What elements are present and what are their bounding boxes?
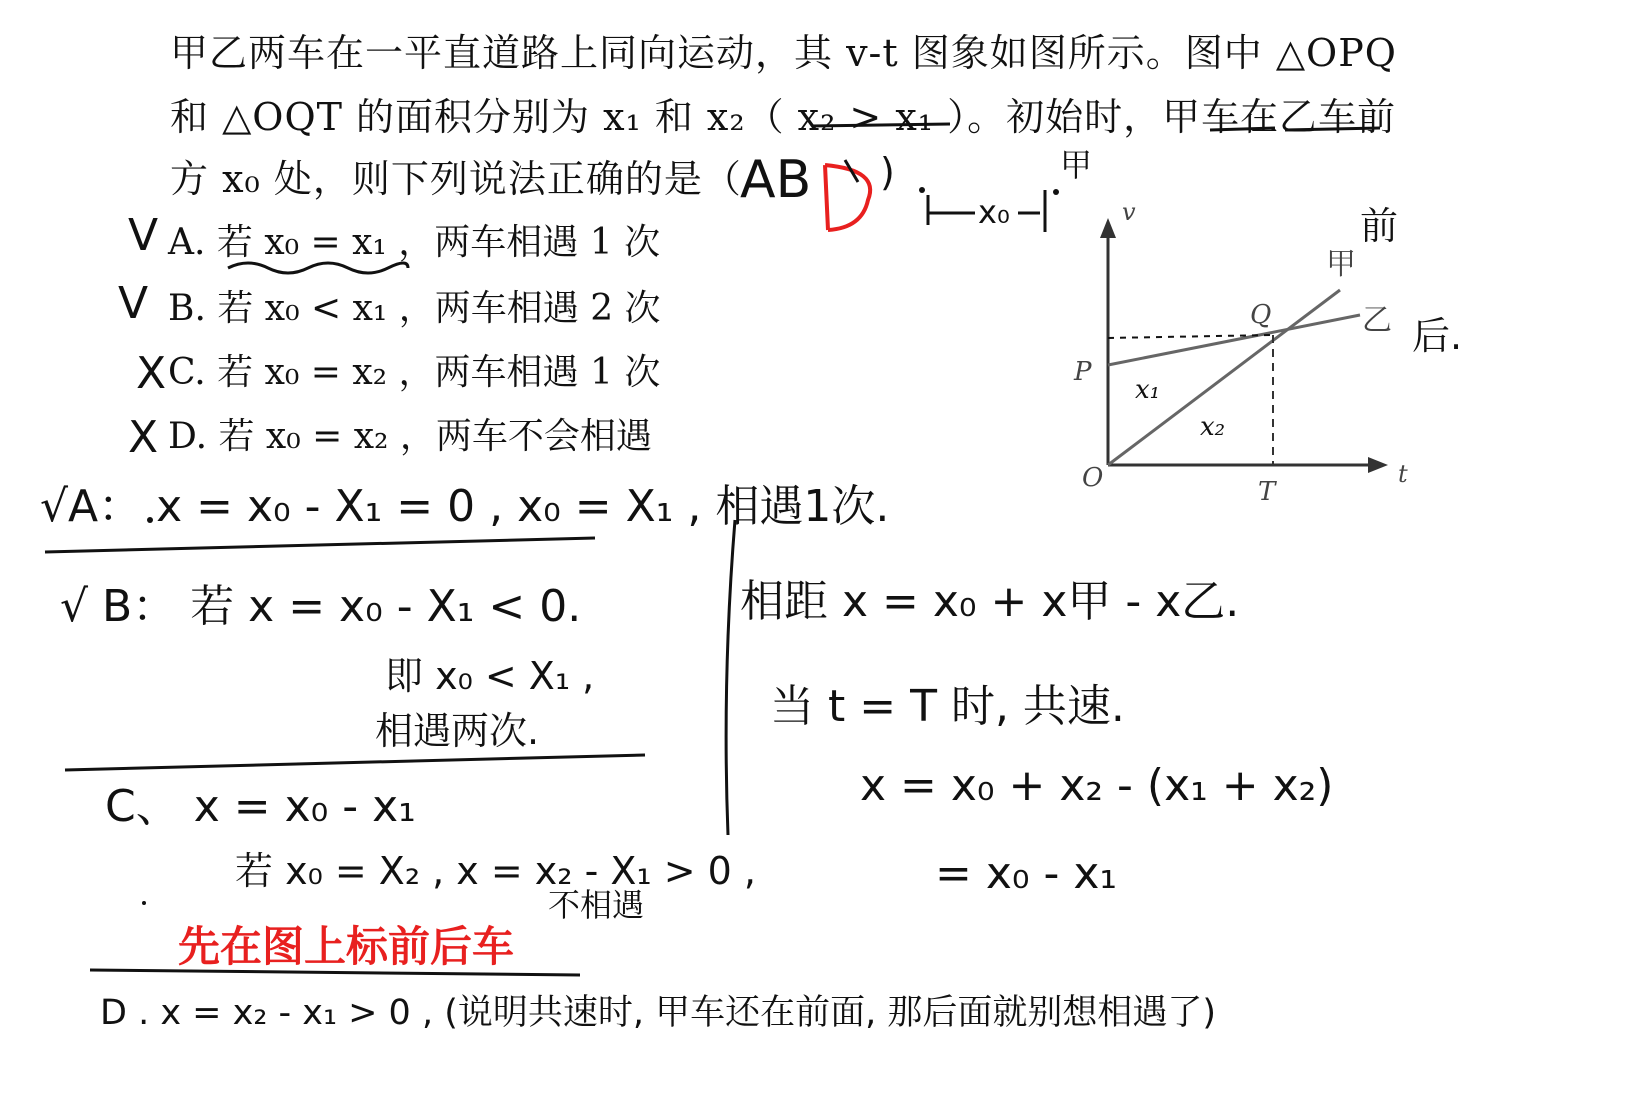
question-line-3: 方 x₀ 处，则下列说法正确的是（ bbox=[170, 157, 742, 201]
derivation-line-4: = x₀ - x₁ bbox=[935, 848, 1118, 899]
area-x2-label: x₂ bbox=[1200, 412, 1226, 442]
note-c-3: 不相遇 bbox=[548, 886, 645, 924]
sketch-x0-label: x₀ bbox=[978, 193, 1010, 231]
paren-close: ) bbox=[880, 150, 895, 194]
label-back: 后. bbox=[1412, 314, 1463, 358]
red-note: 先在图上标前后车 bbox=[178, 922, 515, 971]
point-q-label: Q bbox=[1250, 300, 1272, 330]
v-axis-label: v bbox=[1122, 198, 1136, 226]
note-d: D . x = x₂ - x₁ > 0 , (说明共速时, 甲车还在前面, 那后面就别想相遇了) bbox=[100, 993, 1217, 1033]
handwritten-answer: AB bbox=[740, 150, 812, 210]
line-yi bbox=[1108, 315, 1360, 365]
mark-c: X bbox=[136, 348, 167, 399]
t-axis bbox=[1108, 457, 1388, 473]
line-yi-label: 乙 bbox=[1362, 303, 1392, 338]
derivation-line-3: x = x₀ + x₂ - (x₁ + x₂) bbox=[860, 760, 1334, 811]
note-b-1: √ B： 若 x = x₀ - X₁ < 0. bbox=[60, 581, 582, 632]
option-d: D. 若 x₀ = x₂ ，两车不会相遇 bbox=[168, 416, 652, 457]
area-x1-label: x₁ bbox=[1135, 375, 1161, 405]
option-c: C. 若 x₀ = x₂ ，两车相遇 1 次 bbox=[168, 352, 661, 393]
note-b-2: 即 x₀ < X₁ , bbox=[385, 654, 595, 698]
point-t-label: T bbox=[1258, 477, 1276, 507]
question-line-1: 甲乙两车在一平直道路上同向运动，其 v-t 图象如图所示。图中 △OPQ bbox=[170, 31, 1397, 75]
line-jia-label: 甲 bbox=[1326, 247, 1356, 282]
note-a: √A： x = x₀ - X₁ = 0 , x₀ = X₁ , 相遇1次. bbox=[40, 481, 890, 532]
v-axis bbox=[1100, 218, 1116, 465]
mark-d: X bbox=[128, 412, 159, 463]
mark-b: V bbox=[118, 278, 149, 329]
mark-a: V bbox=[128, 210, 159, 261]
note-c-2: 若 x₀ = X₂ , x = x₂ - X₁ > 0 , bbox=[235, 849, 756, 893]
point-p-label: P bbox=[1074, 357, 1092, 387]
sketch-jia-label: 甲 bbox=[1060, 146, 1093, 184]
note-b-3: 相遇两次. bbox=[375, 709, 540, 753]
option-a: A. 若 x₀ = x₁ ，两车相遇 1 次 bbox=[168, 222, 661, 263]
derivation-line-2: 当 t = T 时, 共速. bbox=[770, 681, 1125, 732]
t-axis-label: t bbox=[1398, 460, 1408, 488]
question-line-2: 和 △OQT 的面积分别为 x₁ 和 x₂（ x₂ > x₁ ）。初始时，甲车在乙车前 bbox=[170, 95, 1397, 139]
derivation-line-1: 相距 x = x₀ + x甲 - x乙. bbox=[740, 576, 1240, 627]
option-b: B. 若 x₀ < x₁ ，两车相遇 2 次 bbox=[168, 288, 661, 329]
note-c-1: C、 x = x₀ - x₁ bbox=[105, 781, 416, 832]
label-front: 前 bbox=[1360, 204, 1399, 248]
origin-label: O bbox=[1082, 463, 1104, 493]
